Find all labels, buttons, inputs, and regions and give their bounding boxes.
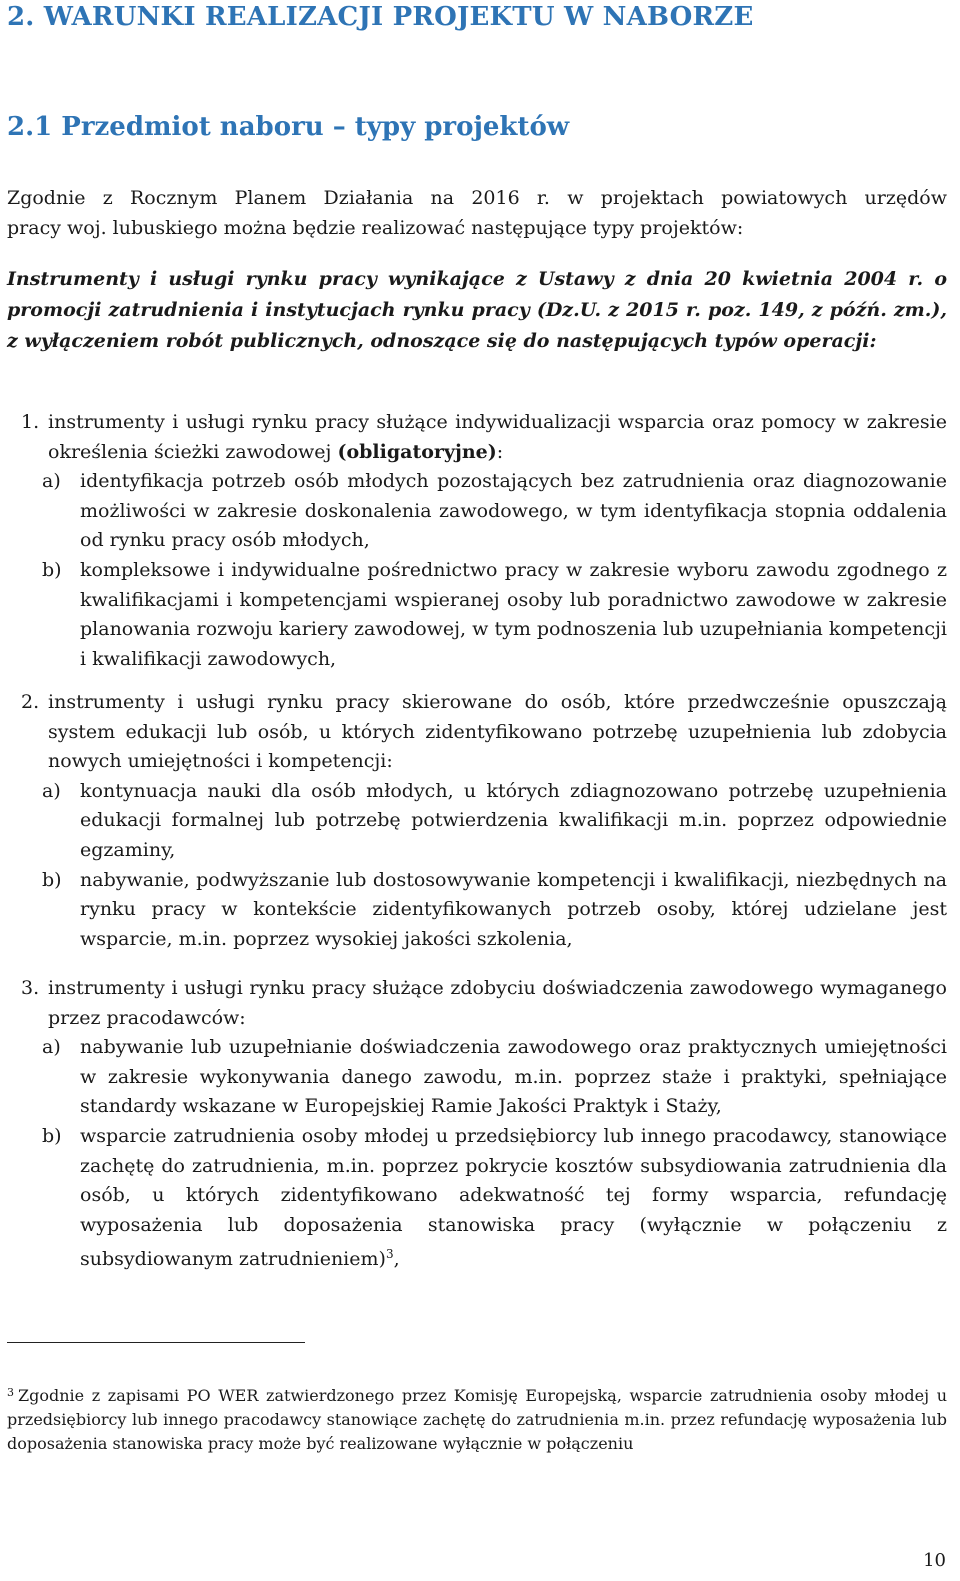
footnote [7,1381,947,1456]
subitem-text: nabywanie, podwyższanie lub dostosowywanie kompetencji i kwalifikacji, niezbędnych na rynku pracy w kontekście zidentyfikowanych potrzeb osoby, której udzielane jest wsparcie, m.in. poprzez wysokiej jakości szkolenia, [80,868,947,950]
subitem-text: identyfikacja potrzeb osób młodych pozostających bez zatrudnienia oraz diagnozowanie możliwości w zakresie doskonalenia zawodowego, w tym identyfikacja stopnia oddalenia od rynku pracy osób młodych, [80,470,947,552]
subitem-2a [32,777,947,866]
subitem-text: kompleksowe i indywidualne pośrednictwo pracy w zakresie wyboru zawodu zgodnego z kwalifikacjami i kompetencjami wspieranej osoby lub poradnictwo zawodowe w zakresie planowania rozwoju kariery zawodowej, w tym podnoszenia lub uzupełniania kompetencji i kwalifikacji zawodowych, [80,558,947,670]
instruments-heading: Instrumenty i usługi rynku pracy wynikające z Ustawy z dnia 20 kwietnia 2004 r. o promocji zatrudnienia i instytucjach rynku pracy (Dz.U. z 2015 r. poz. 149, z późń. zm.), z wyłączeniem robót publicznych, odnoszące się do następujących typów operacji: [7,268,947,352]
list-item-2 [7,688,947,954]
intro-paragraph [7,183,947,243]
page-number: 10 [923,1550,946,1571]
subitem-2b [32,866,947,955]
subitem-letter: b) [42,868,62,891]
subitem-letter: b) [42,558,62,581]
subitem-text: kontynuacja nauki dla osób młodych, u których zdiagnozowano potrzebę uzupełnienia edukacji formalnej lub potrzebę potwierdzenia kwalifikacji m.in. poprzez odpowiednie egzaminy, [80,779,947,861]
subitem-letter: b) [42,1124,62,1147]
intro-line-2: pracy woj. lubuskiego można będzie realizować następujące typy projektów: [7,217,744,239]
subitem-letter: a) [42,470,61,493]
item-text: instrumenty i usługi rynku pracy służące zdobyciu doświadczenia zawodowego wymaganego przez pracodawców: [48,977,947,1029]
subitem-letter: a) [42,1036,61,1059]
footnote-marker: 3 [7,1386,14,1399]
subsection-heading: 2.1 Przedmiot naboru – typy projektów [7,112,570,142]
footnote-separator [7,1342,305,1343]
item-text: instrumenty i usługi rynku pracy służące indywidualizacji wsparcia oraz pomocy w zakresie określenia ścieżki zawodowej (obligatoryjne): [48,411,947,463]
subitem-3b [32,1122,947,1275]
subitem-3a [32,1033,947,1122]
obligatory-label: (obligatoryjne) [337,440,497,463]
section-heading: 2. WARUNKI REALIZACJI PROJEKTU W NABORZE [7,2,754,32]
intro-line-1: Zgodnie z Rocznym Planem Działania na 2016 r. w projektach powiatowych urzędów [7,187,947,209]
footnote-text: Zgodnie z zapisami PO WER zatwierdzonego przez Komisję Europejską, wsparcie zatrudnienia osoby młodej u przedsiębiorcy lub innego pracodawcy stanowiące zachętę do zatrudnienia m.in. przez refundację wyposażenia lub doposażenia stanowiska pracy może być realizowane wyłącznie w połączeniu [7,1386,947,1453]
subitem-1a [32,467,947,556]
subitem-letter: a) [42,779,61,802]
subitem-text: nabywanie lub uzupełnianie doświadczenia zawodowego oraz praktycznych umiejętności w zakresie wykonywania danego zawodu, m.in. poprzez staże i praktyki, spełniające standardy wskazane w Europejskiej Ramie Jakości Praktyk i Staży, [80,1036,947,1118]
subitem-1b [32,556,947,674]
item-number: 1. [21,411,40,433]
subitem-text: wsparcie zatrudnienia osoby młodej u przedsiębiorcy lub innego pracodawcy, stanowiące zachętę do zatrudnienia, m.in. poprzez pokrycie kosztów subsydiowania zatrudnienia dla osób, u których zidentyfikowano adekwatność tej formy wsparcia, refundację wyposażenia lub doposażenia stanowiska pracy (wyłącznie w połączeniu z subsydiowanym zatrudnieniem)$^3$, [80,1124,947,1271]
item-number: 3. [21,977,40,999]
list-item-3 [7,974,947,1275]
list-item-1 [7,408,947,674]
item-text: instrumenty i usługi rynku pracy skierowane do osób, które przedwcześnie opuszczają system edukacji lub osób, u których zidentyfikowano potrzebę uzupełnienia lub zdobycia nowych umiejętności i kompetencji: [48,691,947,773]
footnote-reference[interactable]: 3 [385,1247,394,1262]
item-number: 2. [21,691,40,713]
